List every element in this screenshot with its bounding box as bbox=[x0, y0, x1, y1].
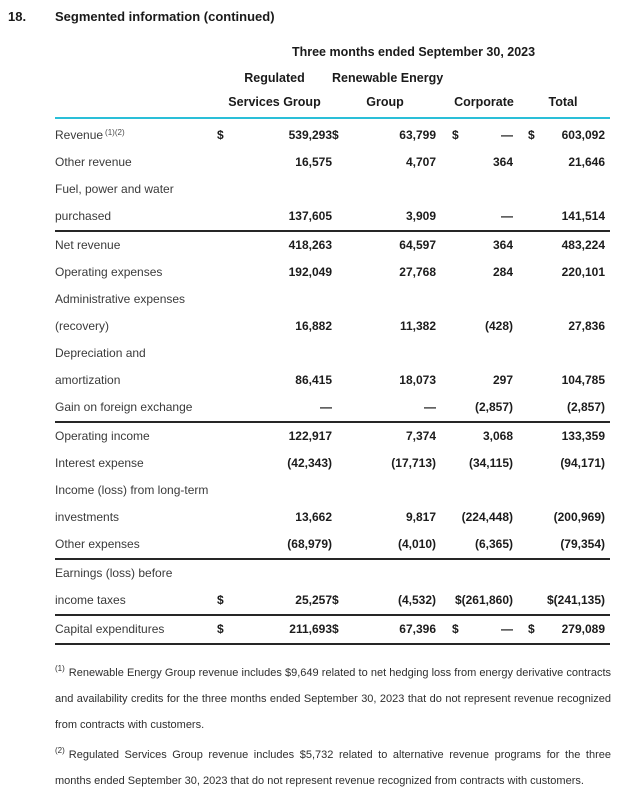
table-row-income-long-term-investments bbox=[55, 477, 610, 531]
cell-value: 64,597 bbox=[399, 238, 436, 252]
cell-value: 284 bbox=[492, 265, 513, 279]
cell-value: (2,857) bbox=[474, 400, 513, 414]
cell-renewable bbox=[332, 422, 438, 450]
cell-total bbox=[516, 259, 610, 286]
col-header-total: Total bbox=[548, 95, 578, 109]
cell-value: 297 bbox=[492, 373, 513, 387]
cell-value: 133,359 bbox=[561, 429, 606, 443]
cell-value: 16,882 bbox=[295, 319, 332, 333]
row-label: Other expenses bbox=[55, 537, 140, 551]
table-row-revenue bbox=[55, 118, 610, 149]
row-label: Interest expense bbox=[55, 456, 144, 470]
cell-total bbox=[516, 477, 610, 531]
cell-regulated bbox=[217, 231, 332, 259]
table-row-fuel-power-water bbox=[55, 176, 610, 231]
col-header-renewable-line1: Renewable Energy bbox=[332, 71, 444, 85]
cell-value: 279,089 bbox=[561, 622, 606, 636]
cell-corporate bbox=[438, 531, 516, 559]
footnote-2-marker: (2) bbox=[55, 746, 65, 755]
currency-symbol: $ bbox=[332, 128, 339, 142]
table-row-depreciation-amortization bbox=[55, 340, 610, 394]
cell-value: (4,532) bbox=[397, 593, 436, 607]
cell-corporate bbox=[438, 394, 516, 422]
cell-value: 67,396 bbox=[399, 622, 436, 636]
row-label: Gain on foreign exchange bbox=[55, 400, 193, 414]
cell-value: 364 bbox=[492, 155, 513, 169]
row-label: Other revenue bbox=[55, 155, 132, 169]
row-label: Capital expenditures bbox=[55, 622, 165, 636]
footnote-1-marker: (1) bbox=[55, 664, 65, 673]
cell-renewable bbox=[332, 118, 438, 149]
cell-renewable bbox=[332, 149, 438, 176]
row-label: Fuel, power and water purchased bbox=[55, 182, 174, 223]
cell-corporate bbox=[438, 231, 516, 259]
cell-total bbox=[516, 531, 610, 559]
cell-value: (34,115) bbox=[468, 456, 513, 470]
cell-renewable bbox=[332, 259, 438, 286]
cell-corporate bbox=[438, 259, 516, 286]
cell-value: (4,010) bbox=[397, 537, 436, 551]
currency-symbol: $ bbox=[452, 128, 459, 142]
cell-value: 4,707 bbox=[405, 155, 436, 169]
cell-corporate bbox=[438, 340, 516, 394]
currency-symbol: $ bbox=[332, 622, 339, 636]
cell-value: 104,785 bbox=[561, 373, 606, 387]
cell-value: (42,343) bbox=[287, 456, 332, 470]
cell-renewable bbox=[332, 286, 438, 340]
table-row-other-expenses bbox=[55, 531, 610, 559]
cell-corporate bbox=[438, 477, 516, 531]
col-header-regulated-line2: Services Group bbox=[228, 95, 321, 109]
cell-value: — bbox=[320, 400, 332, 414]
cell-renewable bbox=[332, 615, 438, 644]
cell-value: 122,917 bbox=[288, 429, 332, 443]
cell-value: 137,605 bbox=[288, 209, 332, 223]
cell-total bbox=[516, 118, 610, 149]
cell-value: 27,768 bbox=[399, 265, 436, 279]
cell-value: 539,293 bbox=[288, 128, 332, 142]
col-header-regulated-line1: Regulated bbox=[244, 71, 305, 85]
cell-total bbox=[516, 340, 610, 394]
cell-regulated bbox=[217, 286, 332, 340]
cell-value: (6,365) bbox=[474, 537, 513, 551]
cell-value: — bbox=[501, 128, 513, 142]
cell-value: — bbox=[424, 400, 436, 414]
cell-value: 13,662 bbox=[295, 510, 332, 524]
cell-total bbox=[516, 286, 610, 340]
cell-value: 18,073 bbox=[399, 373, 436, 387]
cell-value: (200,969) bbox=[553, 510, 606, 524]
table-row-operating-income bbox=[55, 422, 610, 450]
cell-regulated bbox=[217, 615, 332, 644]
cell-value: 603,092 bbox=[561, 128, 606, 142]
cell-renewable bbox=[332, 231, 438, 259]
currency-symbol: $ bbox=[217, 593, 224, 607]
period-header-row bbox=[55, 38, 610, 66]
cell-total bbox=[516, 615, 610, 644]
row-label: Administrative expenses (recovery) bbox=[55, 292, 186, 333]
section-number: 18. bbox=[8, 9, 27, 24]
currency-symbol: $ bbox=[452, 622, 459, 636]
cell-regulated bbox=[217, 176, 332, 231]
cell-regulated bbox=[217, 259, 332, 286]
cell-value: 364 bbox=[492, 238, 513, 252]
row-label: Revenue $^{(1)(2)}$ bbox=[55, 128, 125, 142]
cell-value: (428) bbox=[484, 319, 513, 333]
row-label: Depreciation and amortization bbox=[55, 346, 146, 387]
cell-renewable bbox=[332, 340, 438, 394]
cell-total bbox=[516, 394, 610, 422]
table-row-interest-expense bbox=[55, 450, 610, 477]
cell-value: (94,171) bbox=[560, 456, 606, 470]
cell-regulated bbox=[217, 422, 332, 450]
cell-corporate bbox=[438, 286, 516, 340]
cell-regulated bbox=[217, 149, 332, 176]
cell-value: 418,263 bbox=[288, 238, 332, 252]
table-row-net-revenue bbox=[55, 231, 610, 259]
currency-symbol: $ bbox=[528, 622, 535, 636]
cell-regulated bbox=[217, 394, 332, 422]
cell-value: 16,575 bbox=[295, 155, 332, 169]
table-row-administrative-expenses bbox=[55, 286, 610, 340]
row-label: Operating income bbox=[55, 429, 150, 443]
cell-value: 63,799 bbox=[399, 128, 436, 142]
cell-value: 86,415 bbox=[295, 373, 332, 387]
column-header-row-1 bbox=[55, 66, 610, 90]
row-label: Earnings (loss) before income taxes bbox=[55, 566, 173, 607]
row-label: Income (loss) from long-term investments bbox=[55, 483, 209, 524]
cell-value: 7,374 bbox=[405, 429, 436, 443]
cell-corporate bbox=[438, 422, 516, 450]
cell-regulated bbox=[217, 477, 332, 531]
cell-corporate bbox=[438, 149, 516, 176]
cell-value: 141,514 bbox=[561, 209, 606, 223]
section-heading bbox=[8, 9, 610, 25]
footnote-1 bbox=[55, 656, 611, 738]
cell-total bbox=[516, 231, 610, 259]
table-row-capital-expenditures bbox=[55, 615, 610, 644]
table-row-gain-foreign-exchange bbox=[55, 394, 610, 422]
cell-value: 192,049 bbox=[288, 265, 332, 279]
cell-total bbox=[516, 176, 610, 231]
cell-renewable bbox=[332, 559, 438, 615]
cell-value: (79,354) bbox=[560, 537, 606, 551]
footnotes bbox=[55, 656, 611, 794]
cell-regulated bbox=[217, 340, 332, 394]
cell-total bbox=[516, 450, 610, 477]
cell-total bbox=[516, 559, 610, 615]
footnote-2 bbox=[55, 738, 611, 794]
cell-regulated bbox=[217, 450, 332, 477]
section-title: Segmented information (continued) bbox=[55, 9, 275, 24]
cell-regulated bbox=[217, 531, 332, 559]
cell-corporate bbox=[438, 615, 516, 644]
cell-value: (68,979) bbox=[287, 537, 332, 551]
cell-value: — bbox=[501, 622, 513, 636]
footnote-1-text: Renewable Energy Group revenue includes $9,649 related to net hedging loss from energy derivative contracts and availability credits for the three months ended September 30, 2023 that do not represent revenue recognized from contracts with customers. bbox=[55, 667, 611, 731]
table-row-other-revenue bbox=[55, 149, 610, 176]
period-header: Three months ended September 30, 2023 bbox=[291, 45, 536, 59]
col-header-corporate: Corporate bbox=[454, 95, 514, 109]
cell-renewable bbox=[332, 450, 438, 477]
segmented-information-table bbox=[55, 38, 610, 645]
currency-symbol: $ bbox=[528, 128, 535, 142]
cell-value: $(261,860) bbox=[454, 593, 513, 607]
currency-symbol: $ bbox=[217, 622, 224, 636]
cell-renewable bbox=[332, 394, 438, 422]
cell-regulated bbox=[217, 559, 332, 615]
cell-value: (224,448) bbox=[461, 510, 513, 524]
footnote-2-text: Regulated Services Group revenue includes $5,732 related to alternative revenue programs for the three months ended September 30, 2023 that do not represent revenue recognized from contracts with customers. bbox=[55, 749, 611, 787]
cell-corporate bbox=[438, 118, 516, 149]
currency-symbol: $ bbox=[332, 593, 339, 607]
column-header-row-2 bbox=[55, 90, 610, 118]
cell-value: 21,646 bbox=[568, 155, 606, 169]
cell-regulated bbox=[217, 118, 332, 149]
cell-total bbox=[516, 149, 610, 176]
cell-value: 211,693 bbox=[289, 622, 332, 636]
cell-renewable bbox=[332, 531, 438, 559]
cell-corporate bbox=[438, 176, 516, 231]
table-row-earnings-before-taxes bbox=[55, 559, 610, 615]
cell-value: 3,068 bbox=[482, 429, 513, 443]
row-label: Net revenue bbox=[55, 238, 121, 252]
currency-symbol: $ bbox=[217, 128, 224, 142]
cell-total bbox=[516, 422, 610, 450]
cell-value: (17,713) bbox=[391, 456, 436, 470]
cell-corporate bbox=[438, 559, 516, 615]
cell-corporate bbox=[438, 450, 516, 477]
row-label: Operating expenses bbox=[55, 265, 163, 279]
cell-value: 220,101 bbox=[561, 265, 606, 279]
cell-value: 3,909 bbox=[405, 209, 436, 223]
footnote-ref: (1)(2) bbox=[105, 128, 125, 137]
cell-value: 9,817 bbox=[405, 510, 436, 524]
col-header-renewable-line2: Group bbox=[366, 95, 404, 109]
cell-value: 25,257 bbox=[295, 593, 332, 607]
cell-value: 11,382 bbox=[399, 319, 436, 333]
cell-value: — bbox=[501, 209, 513, 223]
cell-renewable bbox=[332, 176, 438, 231]
cell-value: 27,836 bbox=[568, 319, 606, 333]
cell-renewable bbox=[332, 477, 438, 531]
cell-value: $(241,135) bbox=[546, 593, 606, 607]
cell-value: (2,857) bbox=[566, 400, 606, 414]
table-row-operating-expenses bbox=[55, 259, 610, 286]
cell-value: 483,224 bbox=[561, 238, 606, 252]
